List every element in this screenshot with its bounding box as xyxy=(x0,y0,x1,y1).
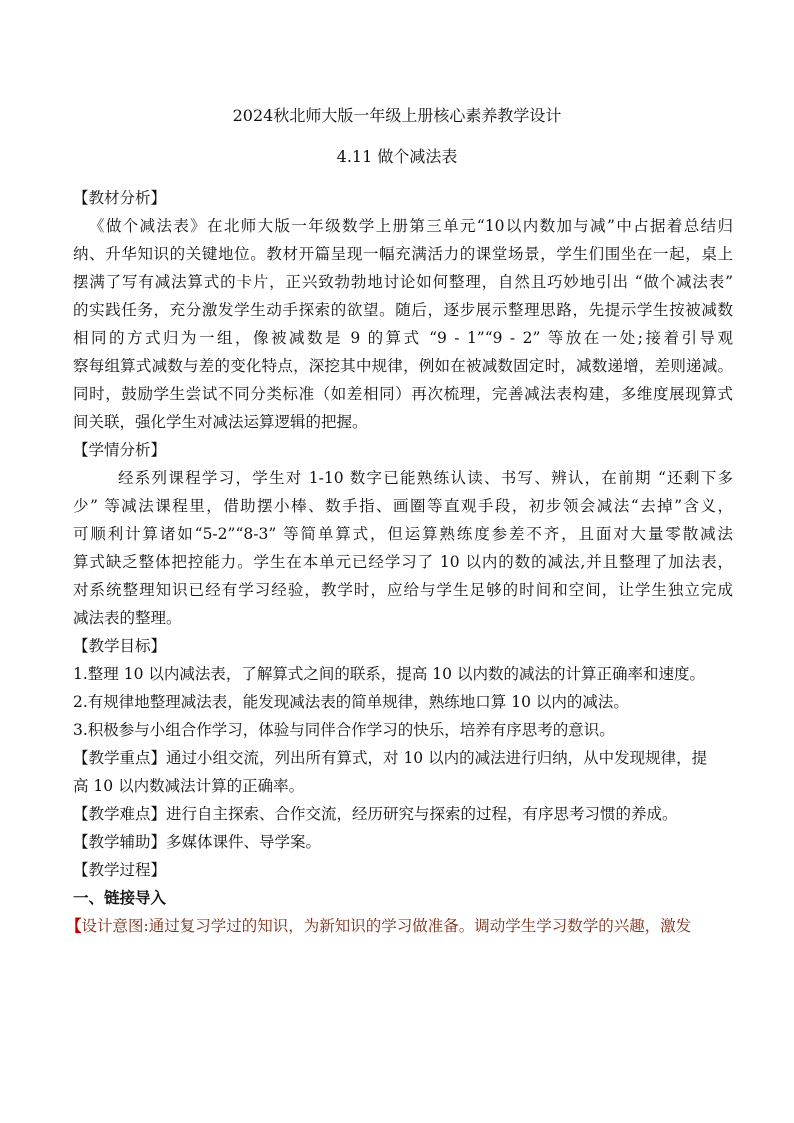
goal-item: 2.有规律地整理减法表，能发现减法表的简单规律，熟练地口算 10 以内的减法。 xyxy=(73,693,629,711)
goal-item: 3.积极参与小组合作学习，体验与同伴合作学习的快乐，培养有序思考的意识。 xyxy=(73,721,615,739)
paragraph-line: 相同的方式归为一组，像被减数是 9 的算式 “9 - 1”“9 - 2” 等放在一处;接着引导观 xyxy=(73,329,733,347)
paragraph-line: 少” 等减法课程里，借助摆小棒、数手指、画圈等直观手段，初步领会减法“去掉”含义， xyxy=(73,497,733,515)
document-title: 2024秋北师大版一年级上册核心素养教学设计 xyxy=(232,106,562,125)
paragraph-line: 摆满了写有减法算式的卡片，正兴致勃勃地讨论如何整理，自然且巧妙地引出 “做个减法表” xyxy=(73,273,733,291)
key-points-text: 通过小组交流，列出所有算式，对 10 以内的减法进行归纳，从中发现规律，提 xyxy=(166,749,708,767)
key-points-continuation: 高 10 以内数减法计算的正确率。 xyxy=(73,777,305,795)
design-intent-line xyxy=(66,916,733,936)
difficulty-line xyxy=(73,804,733,824)
section-heading-learner: 【学情分析】 xyxy=(73,441,167,459)
paragraph-line: 同时，鼓励学生尝试不同分类标准（如差相同）再次梳理，完善减法表构建，多维度展现算式 xyxy=(73,385,733,403)
paragraph-line: 察每组算式减数与差的变化特点，深挖其中规律，例如在被减数固定时，减数递增，差则递减。 xyxy=(73,357,733,375)
key-points-line xyxy=(73,748,733,768)
design-intent-text: 设计意图:通过复习学过的知识，为新知识的学习做准备。调动学生学习数学的兴趣，激发 xyxy=(81,917,692,935)
section-heading-process: 【教学过程】 xyxy=(73,861,167,879)
section-heading-key: 【教学重点】 xyxy=(73,749,167,767)
aids-line xyxy=(73,832,733,852)
paragraph-line: 可顺利计算诸如“5-2”“8-3” 等简单算式，但运算熟练度参差不齐，且面对大量零散减法 xyxy=(73,525,733,543)
paragraph-line: 的实践任务，充分激发学生动手探索的欲望。随后，逐步展示整理思路，先提示学生按被减数 xyxy=(73,301,733,319)
section-heading-difficulty: 【教学难点】 xyxy=(73,805,167,823)
paragraph-line: 减法表的整理。 xyxy=(73,609,182,627)
paragraph-line: 对系统整理知识已经有学习经验，教学时，应给与学生足够的时间和空间，让学生独立完成 xyxy=(73,581,733,599)
aids-text: 多媒体课件、导学案。 xyxy=(166,833,322,851)
paragraph-line: 算式缺乏整体把控能力。学生在本单元已经学习了 10 以内的数的减法,并且整理了加法表， xyxy=(73,553,733,571)
section-heading-aids: 【教学辅助】 xyxy=(73,833,167,851)
part1-heading: 一、链接导入 xyxy=(73,888,167,907)
goal-item: 1.整理 10 以内减法表，了解算式之间的联系，提高 10 以内数的减法的计算正确率和速度。 xyxy=(73,665,705,683)
paragraph-line: 纳、升华知识的关键地位。教材开篇呈现一幅充满活力的课堂场景，学生们围坐在一起，桌上 xyxy=(73,245,733,263)
difficulty-text: 进行自主探索、合作交流，经历研究与探索的过程，有序思考习惯的养成。 xyxy=(166,805,678,823)
design-intent-bracket: 【 xyxy=(66,916,82,935)
section-heading-material: 【教材分析】 xyxy=(73,189,167,207)
paragraph-line: 《做个减法表》在北师大版一年级数学上册第三单元“10以内数加与减”中占据着总结归 xyxy=(89,217,733,235)
paragraph-line: 间关联，强化学生对减法运算逻辑的把握。 xyxy=(73,413,368,431)
section-heading-goals: 【教学目标】 xyxy=(73,637,167,655)
paragraph-line: 经系列课程学习，学生对 1-10 数字已能熟练认读、书写、辨认，在前期 “还剩下多 xyxy=(118,469,733,487)
document-subtitle: 4.11 做个减法表 xyxy=(336,147,458,166)
